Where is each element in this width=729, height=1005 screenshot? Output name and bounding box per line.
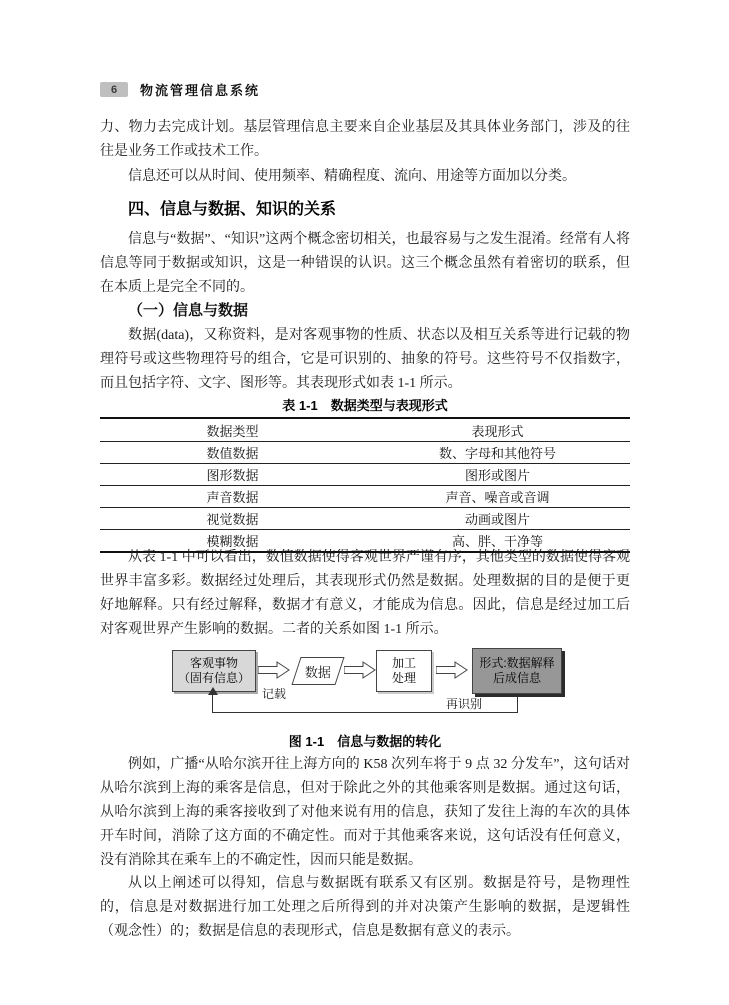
running-head-title: 物流管理信息系统 — [140, 83, 261, 98]
diagram-source-line2: （固有信息） — [177, 671, 250, 685]
paragraph-data-definition: 数据(data)，又称资料，是对客观事物的性质、状态以及相互关系等进行记载的物理符号或这些物理符号的组合，它是可识别的、抽象的符号。这些符号不仅指数字，而且包括字符、文字、图形等。其表现形式如表 1-1 所示。 — [100, 328, 630, 391]
diagram-data-label: 数据 — [304, 664, 331, 680]
table-header-cell: 表现形式 — [365, 418, 630, 442]
table-row — [100, 486, 630, 508]
data-type-table — [100, 417, 630, 553]
feedback-line-segment — [212, 695, 213, 712]
table-cell: 视觉数据 — [100, 508, 365, 530]
flow-arrow-icon — [344, 661, 376, 679]
diagram-result-box — [472, 648, 562, 694]
table-row — [100, 508, 630, 530]
record-edge-label: 记载 — [261, 687, 286, 701]
reidentify-edge-label: 再识别 — [445, 697, 482, 711]
diagram-process-line2: 处理 — [391, 671, 416, 685]
subsection-heading: （一）信息与数据 — [128, 303, 249, 319]
table-row — [100, 464, 630, 486]
table-cell: 图形数据 — [100, 464, 365, 486]
table-caption: 表 1-1 数据类型与表现形式 — [282, 398, 448, 413]
paragraph-table-discussion: 从表 1-1 中可以看出，数值数据使得客观世界严谨有序，其他类型的数据使得客观世界丰富多彩。数据经过处理后，其表现形式仍然是数据。处理数据的目的是便于更好地解释。只有经过解释，数据才有意义，才能成为信息。因此，信息是经过加工后对客观世界产生影响的数据。二者的关系如图 1-1 所示。 — [100, 550, 630, 637]
table-cell: 动画或图片 — [365, 508, 630, 530]
diagram-source-line1: 客观事物 — [189, 656, 238, 670]
diagram-source-box — [172, 650, 256, 692]
paragraph-relation: 信息与“数据”、“知识”这两个概念密切相关，也最容易与之发生混淆。经常有人将信息等同于数据或知识，这是一种错误的认识。这三个概念虽然有着密切的联系，但在本质上是完全不同的。 — [100, 232, 630, 295]
table-cell: 数、字母和其他符号 — [365, 442, 630, 464]
feedback-line-segment — [212, 712, 518, 713]
page-number-badge: 6 — [100, 82, 128, 97]
figure-caption: 图 1-1 信息与数据的转化 — [288, 734, 442, 749]
table-cell: 高、胖、干净等 — [451, 534, 543, 549]
diagram-data-node — [291, 657, 344, 685]
paragraph-classification: 信息还可以从时间、使用频率、精确程度、流向、用途等方面加以分类。 — [128, 169, 576, 184]
table-header-row — [100, 418, 630, 442]
table-header-cell: 数据类型 — [100, 418, 365, 442]
diagram-process-box — [376, 650, 432, 692]
diagram-result-label: 形式:数据解释后成信息 — [479, 656, 555, 685]
diagram-process-line1: 加工 — [391, 656, 416, 670]
flow-arrow-icon — [436, 661, 468, 679]
table-cell: 声音数据 — [100, 486, 365, 508]
paragraph-example: 例如，广播“从哈尔滨开往上海方向的 K58 次列车将于 9 点 32 分发车”，这句话对从哈尔滨到上海的乘客是信息，但对于除此之外的其他乘客则是数据。通过这句话，从哈尔滨到上海的乘客接收到了对他来说有用的信息，获知了发往上海的车次的具体开车时间，消除了这方面的不确定性。而对于其他乘客来说，这句话没有任何意义，没有消除其在乘车上的不确定性，因而只能是数据。 — [100, 757, 630, 868]
table-cell: 数值数据 — [100, 442, 365, 464]
feedback-line-segment — [517, 694, 518, 712]
section-heading: 四、信息与数据、知识的关系 — [128, 201, 337, 218]
table-cell: 声音、噪音或音调 — [365, 486, 630, 508]
table-cell: 图形或图片 — [365, 464, 630, 486]
paragraph-continuation: 力、物力去完成计划。基层管理信息主要来自企业基层及其具体业务部门，涉及的往往是业务工作或技术工作。 — [100, 120, 630, 159]
table-row — [100, 442, 630, 464]
feedback-arrowhead-icon — [208, 687, 218, 695]
flow-diagram — [100, 645, 630, 727]
paragraph-conclusion: 从以上阐述可以得知，信息与数据既有联系又有区别。数据是符号，是物理性的，信息是对数据进行加工处理之后所得到的并对决策产生影响的数据，是逻辑性（观念性）的；数据是信息的表现形式，信息是数据有意义的表示。 — [100, 876, 630, 939]
running-head — [100, 80, 260, 99]
flow-arrow-icon — [258, 661, 290, 679]
table-cell: 模糊数据 — [206, 534, 259, 549]
